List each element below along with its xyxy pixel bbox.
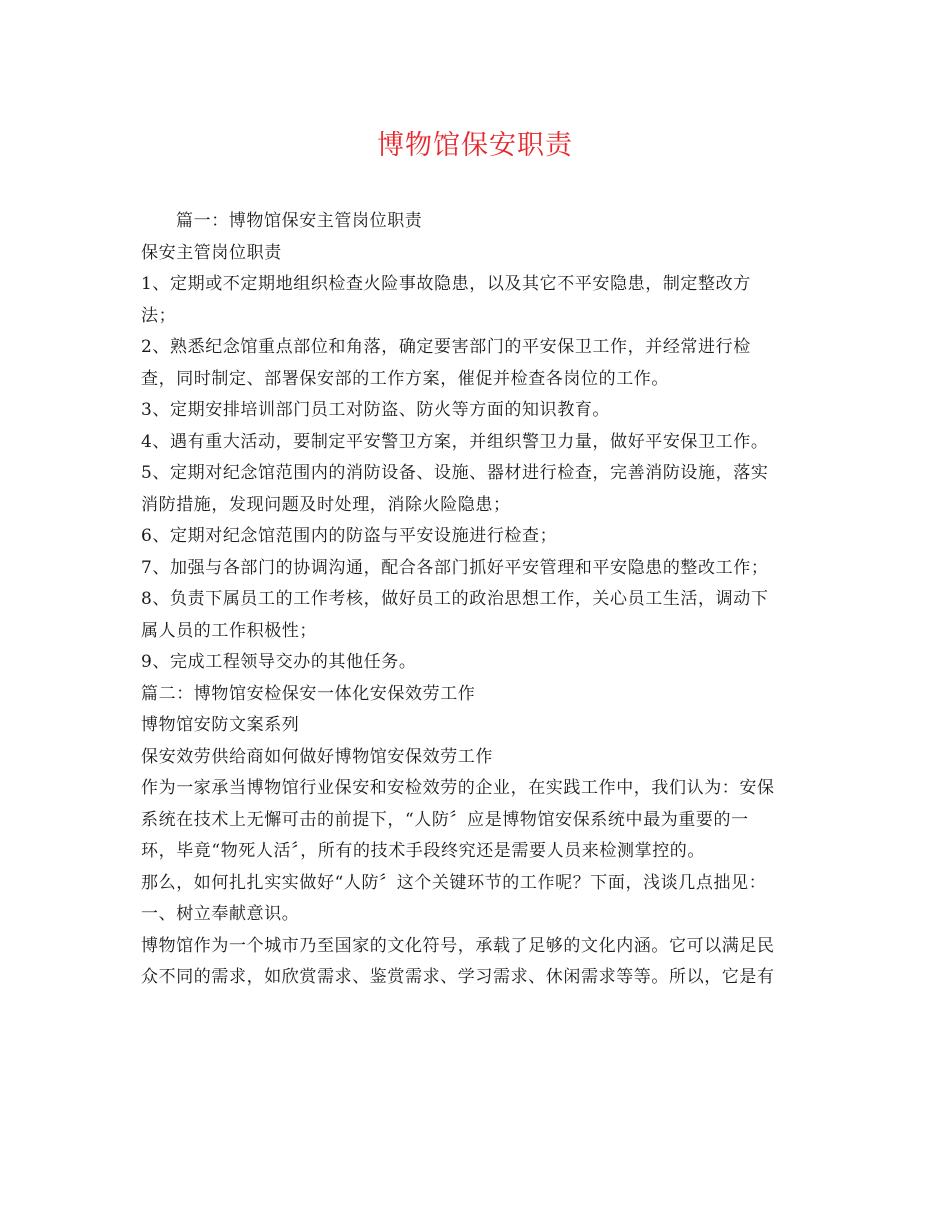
paragraph-line: 博物馆作为一个城市乃至国家的文化符号，承载了足够的文化内涵。它可以满足民 <box>141 935 775 956</box>
paragraph-line: 3、定期安排培训部门员工对防盗、防火等方面的知识教育。 <box>141 400 611 420</box>
subheading: 保安效劳供给商如何做好博物馆安保效劳工作 <box>141 746 493 767</box>
section-heading-2: 篇二：博物馆安检保安一体化安保效劳工作 <box>141 683 476 704</box>
subheading: 一、树立奉献意识。 <box>141 904 300 924</box>
section-heading-1: 篇一：博物馆保安主管岗位职责 <box>176 211 423 231</box>
paragraph-line: 环，毕竟“物死人活〞，所有的技术手段终究还是需要人员来检测掌控的。 <box>141 841 705 861</box>
paragraph-line: 4、遇有重大活动，要制定平安警卫方案，并组织警卫力量，做好平安保卫工作。 <box>141 431 769 452</box>
paragraph-line: 查，同时制定、部署保安部的工作方案，催促并检查各岗位的工作。 <box>141 368 669 389</box>
paragraph-line: 9、完成工程领导交办的其他任务。 <box>141 652 417 672</box>
document-body <box>141 206 821 994</box>
paragraph-line: 5、定期对纪念馆范围内的消防设备、设施、器材进行检查，完善消防设施，落实 <box>141 463 769 483</box>
paragraph-line: 消防措施，发现问题及时处理，消除火险隐患； <box>141 494 511 515</box>
paragraph-line: 法； <box>141 305 177 326</box>
subheading: 博物馆安防文案系列 <box>141 715 300 735</box>
paragraph-line: 6、定期对纪念馆范围内的防盗与平安设施进行检查； <box>141 526 558 546</box>
paragraph-line: 8、负责下属员工的工作考核，做好员工的政治思想工作，关心员工生活，调动下 <box>141 589 769 609</box>
paragraph-line: 系统在技术上无懈可击的前提下，“人防〞应是博物馆安保系统中最为重要的一 <box>141 809 749 830</box>
paragraph-line: 2、熟悉纪念馆重点部位和角落，确定要害部门的平安保卫工作，并经常进行检 <box>141 337 751 357</box>
subheading: 保安主管岗位职责 <box>141 242 282 263</box>
document-title: 博物馆保安职责 <box>377 130 573 161</box>
paragraph-line: 1、定期或不定期地组织检查火险事故隐患，以及其它不平安隐患，制定整改方 <box>141 274 751 294</box>
paragraph-line: 属人员的工作积极性； <box>141 620 317 641</box>
paragraph-line: 作为一家承当博物馆行业保安和安检效劳的企业，在实践工作中，我们认为：安保 <box>141 778 775 798</box>
paragraph-line: 7、加强与各部门的协调沟通，配合各部门抓好平安管理和平安隐患的整改工作； <box>141 557 769 578</box>
paragraph-line: 众不同的需求，如欣赏需求、鉴赏需求、学习需求、休闲需求等等。所以，它是有 <box>141 967 775 987</box>
paragraph-line: 那么，如何扎扎实实做好“人防〞这个关键环节的工作呢？下面，浅谈几点拙见： <box>141 872 767 893</box>
